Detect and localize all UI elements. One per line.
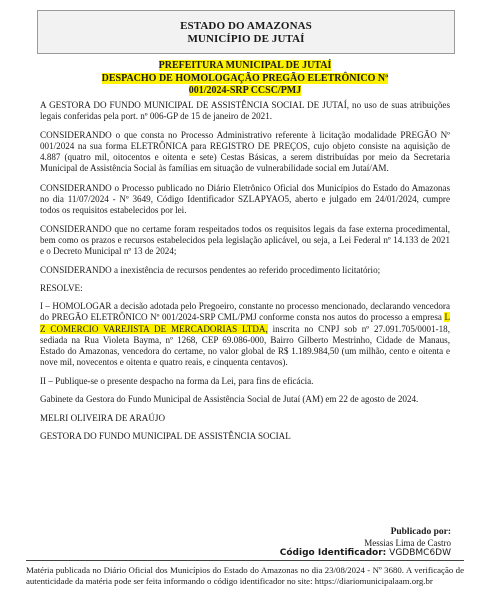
publisher-name: Messias Lima de Castro	[364, 537, 451, 548]
paragraph-considerando-requisitos: CONSIDERANDO que no certame foram respeitados todos os requisitos legais da fase externa procedimental, bem como os prazos e recursos estabelecidos pela legislação aplicável, ou seja, a Lei Federal nº 14.133 de 2021 e o Decreto Municipal nº 13 de 2024;	[40, 223, 450, 257]
title-line-despacho: DESPACHO DE HOMOLOGAÇÃO PREGÃO ELETRÔNICO Nº	[101, 72, 389, 84]
published-by-label: Publicado por:	[390, 527, 451, 537]
title-line-prefeitura: PREFEITURA MUNICIPAL DE JUTAÍ	[158, 60, 332, 71]
footer-divider	[26, 560, 464, 561]
paragraph-gabinete: Gabinete da Gestora do Fundo Municipal de Assistência Social de Jutaí (AM) em 22 de agosto de 2024.	[40, 393, 419, 404]
paragraph-homologar	[40, 301, 450, 368]
header-box	[37, 10, 455, 54]
paragraph-considerando-recursos: CONSIDERANDO a inexistência de recursos pendentes ao referido procedimento licitatório;	[40, 265, 381, 276]
signer-role: GESTORA DO FUNDO MUNICIPAL DE ASSISTÊNCIA SOCIAL	[40, 431, 291, 442]
document-title	[40, 60, 450, 98]
paragraph-considerando-processo: CONSIDERANDO o que consta no Processo Administrativo referente à licitação modalidade PREGÃO Nº 001/2024 na sua forma ELETRÔNICA para REGISTRO DE PREÇOS, cujo objeto consiste na aquisição de 4.887 (quatro mil, oitocentos e oitenta e sete) Cestas Básicas, a serem distribuídas por meio da Secretaria Municipal de Assistência Social às famílias em situação de vulnerabilidade social em Jutaí/AM.	[40, 130, 450, 174]
paragraph-gestora: A GESTORA DO FUNDO MUNICIPAL DE ASSISTÊNCIA SOCIAL DE JUTAÍ, no uso de suas atribuições legais conferidas pela port. nº 006-GP de 15 de janeiro de 2021.	[40, 100, 450, 122]
identifier-code-value: VGDBMC6DW	[389, 548, 451, 558]
paragraph-considerando-publicacao: CONSIDERANDO o Processo publicado no Diário Eletrônico Oficial dos Municípios do Estado do Amazonas no dia 11/07/2024 - Nº 3649, Código Identificador SZLAPYAO5, aberto e julgado em 24/01/2024, cumpre todos os requisitos estabelecidos por lei.	[40, 182, 450, 215]
signer-name: MELRI OLIVEIRA DE ARAÚJO	[40, 413, 166, 424]
publication-block	[215, 527, 451, 559]
header-state: ESTADO DO AMAZONAS	[180, 20, 312, 32]
identifier-code-label: Código Identificador:	[279, 548, 387, 558]
header-municipality: MUNICÍPIO DE JUTAÍ	[187, 33, 305, 45]
footer-note: Matéria publicada no Diário Oficial dos Municípios do Estado do Amazonas no dia 23/08/2024 - Nº 3680. A verificação de autenticidade da matéria pode ser feita informando o código identificador no site: https://diariomunicipalaam.org.br	[26, 565, 464, 586]
homologar-text-start: I – HOMOLOGAR a decisão adotada pelo Pregoeiro, constante no processo mencionado, declarando vencedora do PREGÃO ELETRÔNICO Nº 001/2024-SRP CML/PMJ conforme consta nos autos do processo a empresa	[40, 301, 450, 323]
homologar-text-end: inscrita no CNPJ sob nº 27.091.705/0001-18, sediada na Rua Violeta Bayma, nº 1268, CEP 69.086-000, Bairro Gilberto Mestrinho, Cidade de Manaus, Estado do Amazonas, vencedora do certame, no valor global de R$ 1.189.984,50 (um milhão, cento e oitenta e nove mil, novecentos e oitenta e quatro reais, e cinquenta centavos).	[40, 323, 450, 367]
document-body	[40, 100, 450, 450]
paragraph-publique-se: II – Publique-se o presente despacho na forma da Lei, para fins de eficácia.	[40, 375, 314, 386]
paragraph-resolve: RESOLVE:	[40, 283, 83, 294]
winning-company: L Z COMERCIO VAREJISTA DE MERCADORIAS LTDA,	[40, 312, 450, 334]
identifier-code	[215, 548, 451, 559]
title-line-number: 001/2024-SRP CCSC/PMJ	[188, 85, 302, 96]
